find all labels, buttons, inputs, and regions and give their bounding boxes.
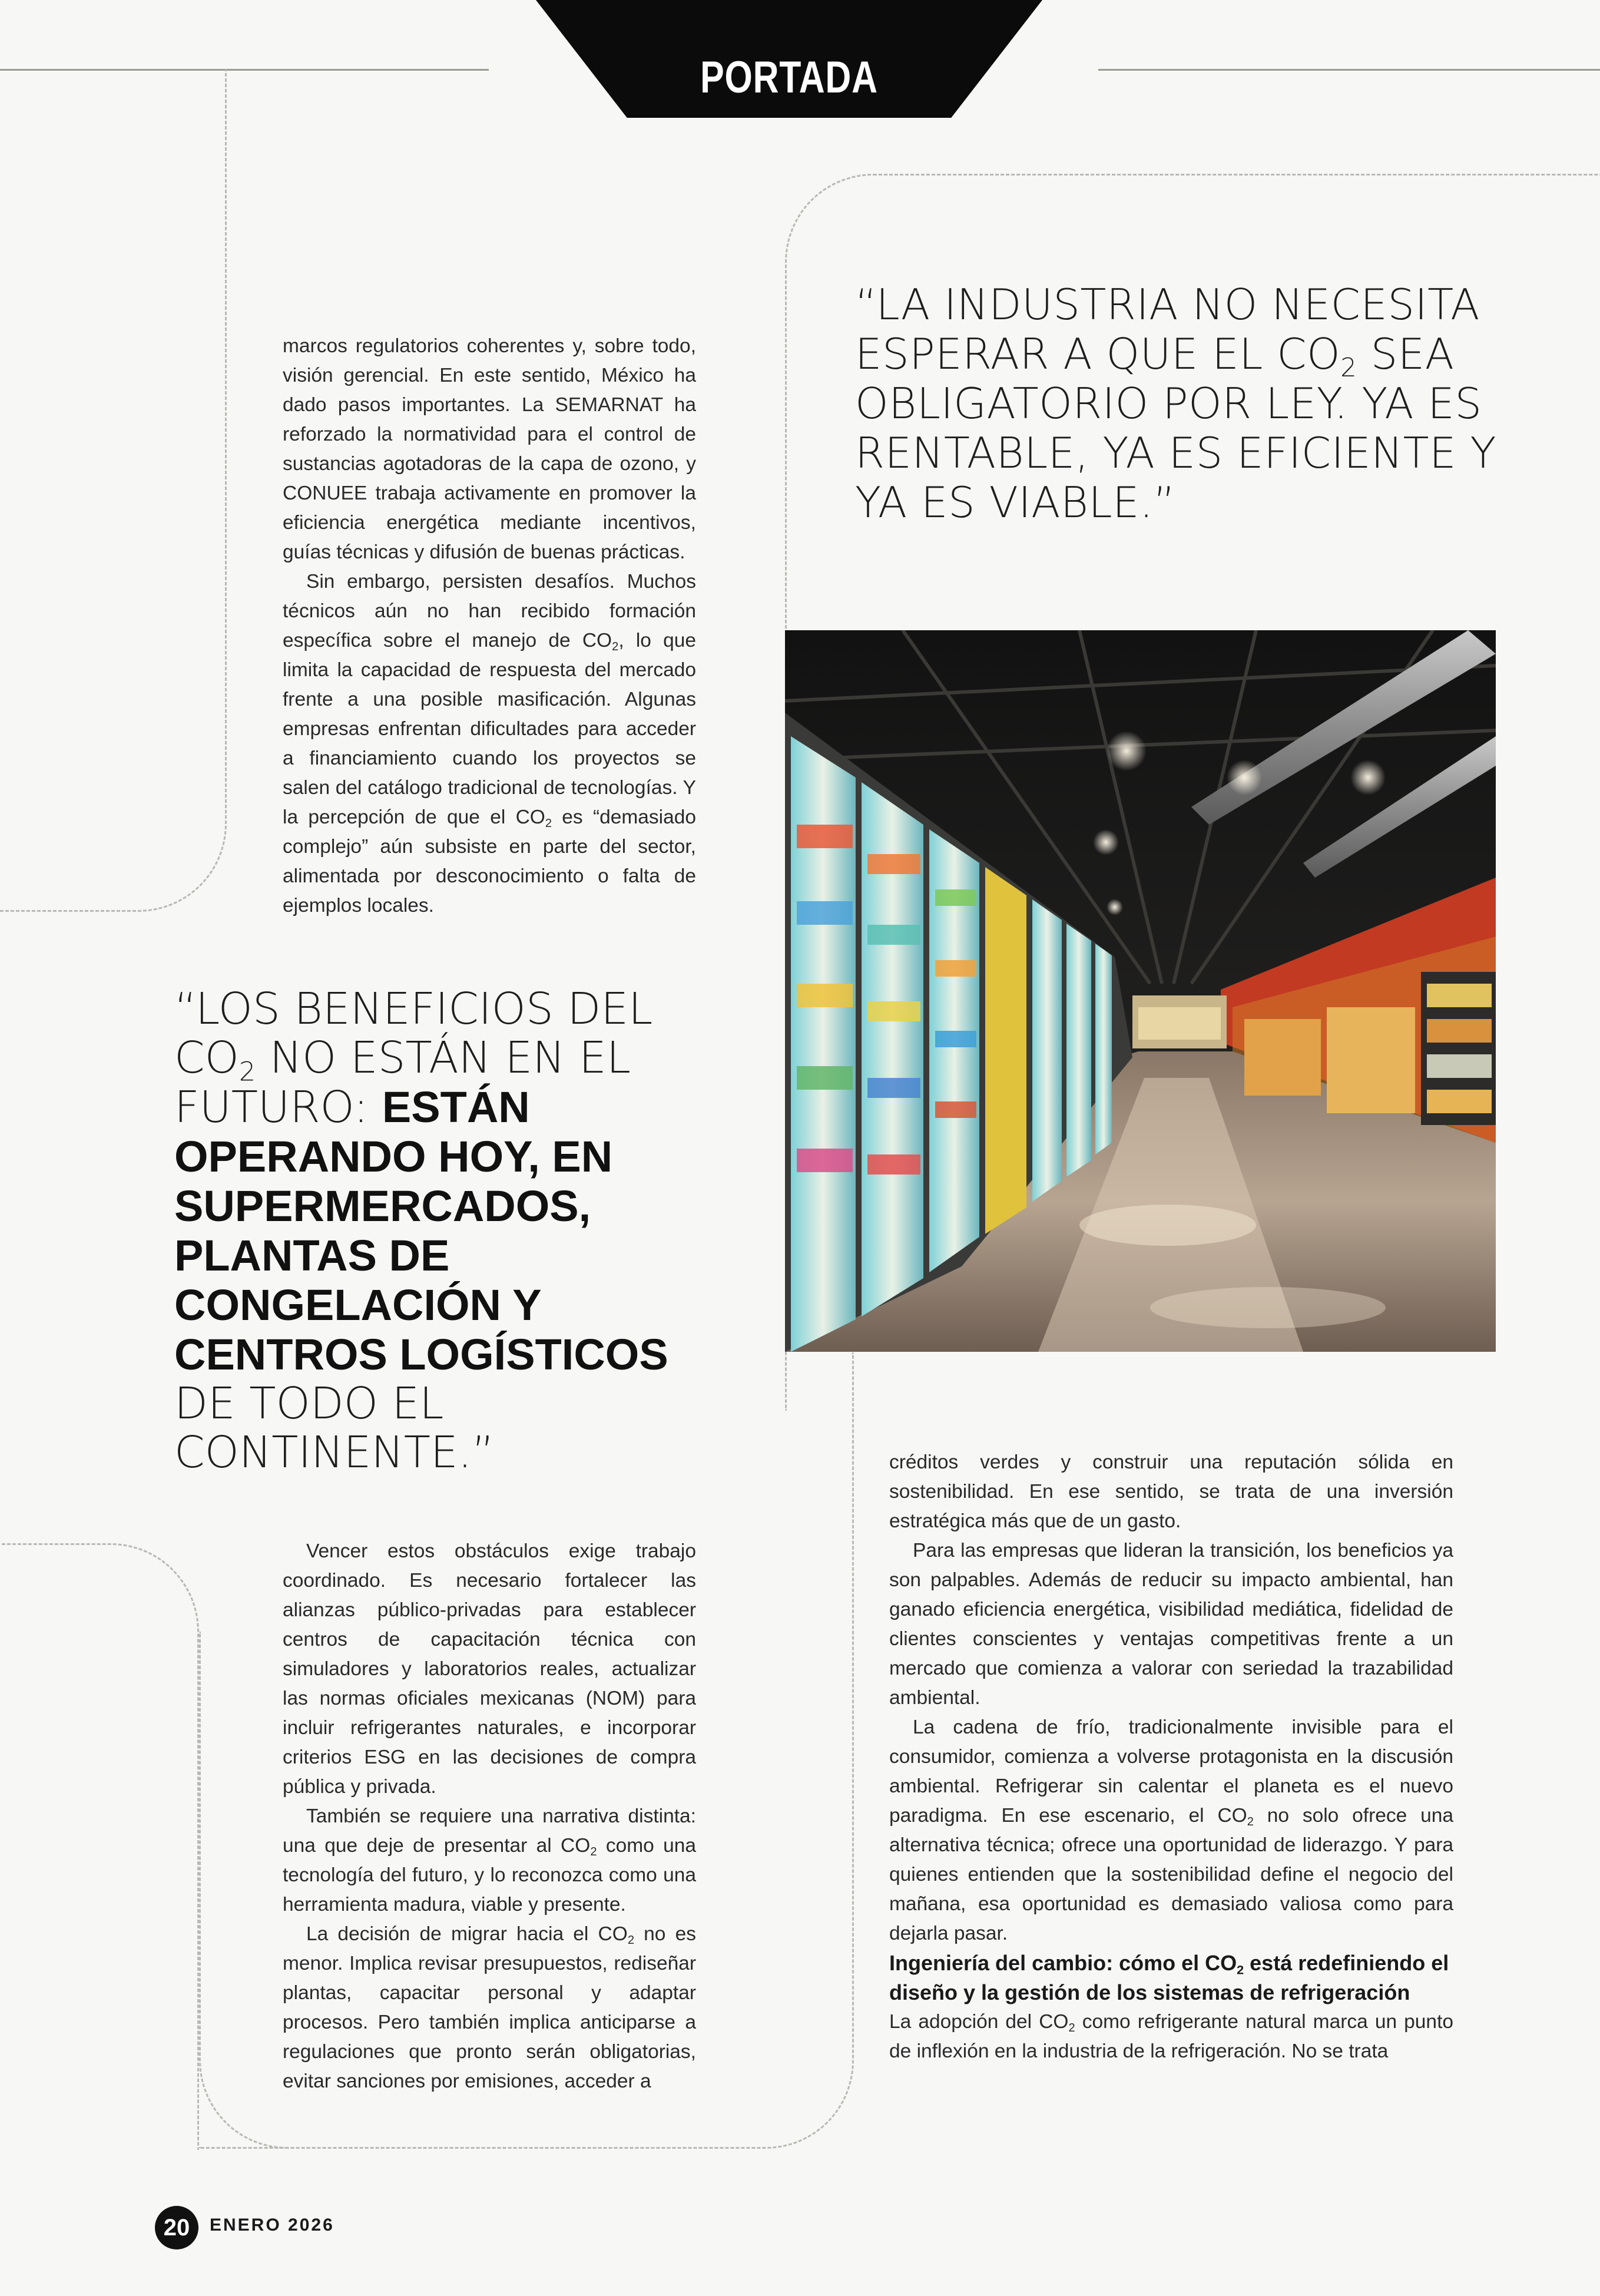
body-column-left-bottom	[283, 1537, 696, 2096]
issue-date: ENERO 2026	[210, 2215, 334, 2235]
paragraph: También se requiere una narrativa distinta: una que deje de presentar al $CO_2$ como una tecnología del futuro, y lo reconozca como una herramienta madura, viable y presente.	[283, 1805, 697, 1915]
body-column-left-top	[283, 332, 696, 921]
pull-quote-emphasis: ESTÁN OPERANDO HOY, EN SUPERMERCADOS, PLANTAS DE CONGELACIÓN Y CENTROS LOGÍSTICOS	[174, 1083, 668, 1379]
supermarket-aisle-photo	[785, 630, 1496, 1352]
frame-top-left	[0, 70, 227, 912]
paragraph: La cadena de frío, tradicionalmente invisible para el consumidor, comienza a volverse protagonista en la discusión ambiental. Refrigerar sin calentar el planeta es el nuevo paradigma. En ese escenario, el $CO_2$ no solo ofrece una alternativa técnica; ofrece una oportunidad de liderazgo. Y para quienes entienden que la sostenibilidad define el negocio del mañana, esa oportunidad es demasiado valiosa como para dejarla pasar.	[889, 1716, 1453, 1944]
paragraph: Vencer estos obstáculos exige trabajo coordinado. Es necesario fortalecer las alianzas público-privadas para establecer centros de capacitación técnica con simuladores y laboratorios reales, actualizar las normas oficiales mexicanas (NOM) para incluir refrigerantes naturales, e incorporar criterios ESG en las decisiones de compra pública y privada.	[283, 1540, 696, 1798]
paragraph: La decisión de migrar hacia el $CO_2$ no es menor. Implica revisar presupuestos, rediseñar plantas, capacitar personal y adaptar procesos. Pero también implica anticiparse a regulaciones que pronto serán obligatorias, evitar sanciones por emisiones, acceder a	[283, 1923, 696, 2092]
section-subheading: Ingeniería del cambio: cómo el $CO_2$ está redefiniendo el diseño y la gestión de los sistemas de refrigeración	[889, 1951, 1449, 2004]
pull-quote-left: “LOS BENEFICIOS DEL $CO_2$ NO ESTÁN EN EL FUTURO: ESTÁN OPERANDO HOY, EN SUPERMERCADOS, PLANTAS DE CONGELACIÓN Y CENTROS LOGÍSTICOS DE TODO EL CONTINENTE.”	[174, 984, 668, 1478]
paragraph: Sin embargo, persisten desafíos. Muchos técnicos aún no han recibido formación específica sobre el manejo de $CO_2$, lo que limita la capacidad de respuesta del mercado frente a una posible masificación. Algunas empresas enfrentan dificultades para acceder a financiamiento cuando los proyectos se salen del catálogo tradicional de tecnologías. Y la percepción de que el $CO_2$ es “demasiado complejo” aún subsiste en parte del sector, alimentada por desconocimiento o falta de ejemplos locales.	[283, 571, 696, 917]
page-number: 20	[155, 2206, 198, 2249]
frame-bottom-left-edge	[199, 1632, 287, 2149]
pull-quote-top: “LA INDUSTRIA NO NECESITA ESPERAR A QUE EL $CO_2$ SEA OBLIGATORIO POR LEY. YA ES RENTABLE, YA ES EFICIENTE Y YA ES VIABLE.”	[855, 280, 1496, 527]
frame-bottom-left	[0, 1543, 199, 2150]
section-title: PORTADA	[700, 52, 878, 102]
paragraph: créditos verdes y construir una reputación sólida en sostenibilidad. En ese sentido, se trata de una inversión estratégica más que de un gasto.	[889, 1451, 1453, 1532]
body-column-right-bottom	[889, 1448, 1453, 1948]
header-rule-right	[1098, 69, 1600, 71]
body-column-right-continuation: La adopción del $CO_2$ como refrigerante natural marca un punto de inflexión en la industria de la refrigeración. No se trata	[889, 2011, 1454, 2062]
paragraph: marcos regulatorios coherentes y, sobre todo, visión gerencial. En este sentido, México ha dado pasos importantes. La SEMARNAT ha reforzado la normatividad para el control de sustancias agotadoras de la capa de ozono, y CONUEE trabaja activamente en promover la eficiencia energética mediante incentivos, guías técnicas y difusión de buenas prácticas.	[283, 335, 696, 563]
paragraph: Para las empresas que lideran la transición, los beneficios ya son palpables. Además de reducir su impacto ambiental, han ganado eficiencia energética, visibilidad mediática, fidelidad de clientes conscientes y ventajas competitivas frente a un mercado que comienza a valorar con seriedad la trazabilidad ambiental.	[889, 1540, 1453, 1709]
